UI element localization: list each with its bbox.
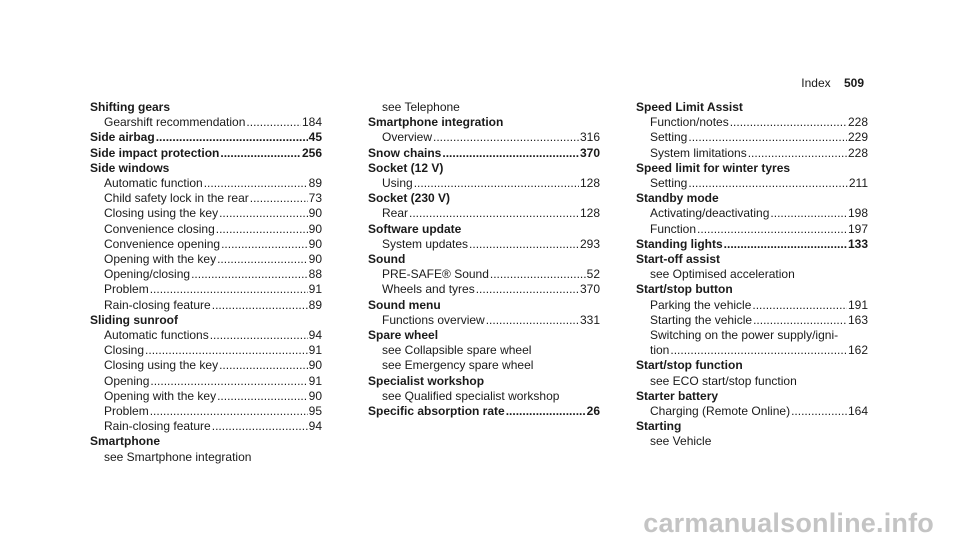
index-subentry — [368, 100, 600, 115]
subentry-text: Opening with the key — [104, 252, 217, 267]
index-term — [368, 222, 600, 237]
page-reference[interactable]: 73 — [308, 191, 322, 206]
term-text: Sound menu — [368, 297, 441, 312]
subentry-text: Gearshift recommendation — [104, 115, 246, 130]
index-column-1 — [90, 100, 322, 465]
term-text: Starter battery — [636, 388, 719, 403]
term-text: Spare wheel — [368, 328, 439, 343]
subentry-text: Closing using the key — [104, 358, 219, 373]
index-subentry — [368, 237, 600, 252]
page-reference[interactable]: 26 — [586, 404, 600, 419]
index-entry — [368, 115, 600, 145]
index-entry — [368, 252, 600, 298]
subentry-text: Function/notes — [650, 115, 729, 130]
subentry-text: Functions overview — [382, 312, 485, 327]
index-term — [636, 191, 868, 206]
index-subentry — [636, 313, 868, 328]
index-term — [368, 374, 600, 389]
index-subentry — [90, 298, 322, 313]
leader-dots — [246, 115, 301, 130]
index-subentry — [636, 404, 868, 419]
subentry-text: see Vehicle — [650, 434, 712, 449]
index-subentry — [368, 282, 600, 297]
index-subentry — [636, 115, 868, 130]
index-column-2 — [368, 100, 600, 419]
index-subentry — [90, 282, 322, 297]
page-reference[interactable]: 45 — [308, 130, 322, 145]
index-term — [636, 252, 868, 267]
index-term — [368, 146, 600, 161]
leader-dots — [442, 146, 579, 161]
page-reference[interactable]: 163 — [847, 312, 868, 327]
leader-dots — [409, 206, 579, 221]
leader-dots — [250, 191, 308, 206]
page-reference[interactable]: 211 — [848, 176, 868, 191]
index-subentry — [90, 450, 322, 465]
page-reference[interactable]: 228 — [847, 145, 868, 160]
leader-dots — [219, 206, 308, 221]
leader-dots — [212, 419, 308, 434]
index-term — [636, 100, 868, 115]
leader-dots — [156, 130, 308, 145]
page-reference[interactable]: 184 — [301, 115, 322, 130]
leader-dots — [670, 343, 847, 358]
term-text: Side airbag — [90, 130, 155, 145]
index-subentry — [90, 191, 322, 206]
index-entry — [636, 358, 868, 388]
leader-dots — [204, 176, 308, 191]
subentry-text: Problem — [104, 404, 149, 419]
index-entry — [368, 100, 600, 115]
index-term — [368, 298, 600, 313]
term-text: Start/stop button — [636, 282, 733, 297]
subentry-text: Switching on the power supply/igni- — [650, 328, 839, 343]
subentry-text: Opening with the key — [104, 388, 217, 403]
term-text: Speed limit for winter tyres — [636, 160, 791, 175]
index-entry — [636, 161, 868, 191]
page-reference[interactable]: 316 — [579, 130, 600, 145]
index-term — [636, 389, 868, 404]
leader-dots — [688, 130, 847, 145]
page-reference[interactable]: 162 — [847, 343, 868, 358]
subentry-text: Using — [382, 176, 413, 191]
subentry-text: Convenience closing — [104, 221, 215, 236]
subentry-text: Rain-closing feature — [104, 297, 211, 312]
index-subentry — [368, 389, 600, 404]
subentry-text: Starting the vehicle — [650, 312, 753, 327]
subentry-text: Function — [650, 221, 697, 236]
leader-dots — [724, 237, 847, 252]
leader-dots — [506, 404, 586, 419]
index-entry — [636, 100, 868, 161]
term-text: Side windows — [90, 160, 170, 175]
page-reference[interactable]: 91 — [308, 282, 322, 297]
index-term — [368, 191, 600, 206]
page-reference[interactable]: 128 — [579, 176, 600, 191]
subentry-text: Charging (Remote Online) — [650, 404, 791, 419]
index-term — [90, 130, 322, 145]
index-subentry — [90, 252, 322, 267]
leader-dots — [150, 282, 308, 297]
leader-dots — [688, 176, 848, 191]
term-text: Socket (12 V) — [368, 160, 444, 175]
index-term — [368, 161, 600, 176]
index-term — [636, 419, 868, 434]
index-subentry — [90, 222, 322, 237]
leader-dots — [145, 343, 308, 358]
subentry-text: Closing — [104, 343, 145, 358]
page-reference[interactable]: 197 — [847, 221, 868, 236]
index-subentry — [90, 237, 322, 252]
index-subentry — [368, 358, 600, 373]
term-text: Sound — [368, 252, 406, 267]
index-subentry — [368, 130, 600, 145]
subentry-text: see Collapsible spare wheel — [382, 343, 532, 358]
page-reference[interactable]: 88 — [308, 267, 322, 282]
index-subentry — [90, 404, 322, 419]
index-subentry — [368, 343, 600, 358]
leader-dots — [791, 404, 847, 419]
subentry-text: Rear — [382, 206, 409, 221]
leader-dots — [490, 267, 586, 282]
leader-dots — [220, 146, 301, 161]
leader-dots — [219, 358, 308, 373]
index-term — [636, 237, 868, 252]
term-text: Sliding sunroof — [90, 312, 178, 327]
index-entry — [368, 404, 600, 419]
subentry-text: Opening/closing — [104, 267, 191, 282]
subentry-text: Convenience opening — [104, 236, 221, 251]
subentry-text: Opening — [104, 373, 150, 388]
leader-dots — [217, 389, 308, 404]
page-reference[interactable]: 229 — [847, 130, 868, 145]
index-term — [368, 115, 600, 130]
index-term — [90, 146, 322, 161]
term-text: Standing lights — [636, 236, 723, 251]
index-entry — [90, 434, 322, 464]
subentry-text: see ECO start/stop function — [650, 373, 797, 388]
subentry-text: System updates — [382, 236, 469, 251]
page-reference[interactable]: 133 — [847, 236, 868, 251]
leader-dots — [748, 146, 847, 161]
page-reference[interactable]: 90 — [308, 388, 322, 403]
index-entry — [636, 419, 868, 449]
index-entry — [368, 146, 600, 161]
page-reference[interactable]: 89 — [308, 297, 322, 312]
index-entry — [90, 313, 322, 435]
page-reference[interactable]: 128 — [579, 206, 600, 221]
page-reference[interactable]: 94 — [308, 419, 322, 434]
term-text: Starting — [636, 419, 682, 434]
term-text: Standby mode — [636, 191, 719, 206]
term-text: Start/stop function — [636, 358, 743, 373]
page-reference[interactable]: 90 — [308, 252, 322, 267]
page-reference[interactable]: 94 — [308, 328, 322, 343]
leader-dots — [752, 298, 847, 313]
index-column-3 — [636, 100, 868, 450]
term-text: Specific absorption rate — [368, 404, 505, 419]
page-reference[interactable]: 90 — [308, 221, 322, 236]
leader-dots — [770, 206, 847, 221]
term-text: Speed Limit Assist — [636, 100, 743, 114]
page-reference[interactable]: 198 — [847, 206, 868, 221]
index-term — [368, 252, 600, 267]
subentry-text: Parking the vehicle — [650, 297, 752, 312]
page-reference[interactable]: 90 — [308, 236, 322, 251]
index-subentry — [636, 130, 868, 145]
section-label: Index — [801, 76, 831, 90]
subentry-text: Setting — [650, 176, 688, 191]
subentry-text: Overview — [382, 130, 433, 145]
index-subentry — [368, 206, 600, 221]
index-entry — [368, 191, 600, 221]
index-entry — [368, 222, 600, 252]
term-text: Socket (230 V) — [368, 191, 451, 206]
leader-dots — [210, 328, 308, 343]
page-reference[interactable]: 89 — [308, 176, 322, 191]
leader-dots — [486, 313, 579, 328]
index-term — [90, 434, 322, 449]
leader-dots — [730, 115, 847, 130]
subentry-text: see Optimised acceleration — [650, 267, 795, 282]
index-entry — [636, 282, 868, 358]
page-reference[interactable]: 91 — [308, 343, 322, 358]
leader-dots — [191, 267, 308, 282]
index-term — [90, 161, 322, 176]
index-subentry — [636, 343, 868, 358]
term-text: Specialist workshop — [368, 373, 485, 388]
subentry-text: see Qualified specialist workshop — [382, 388, 560, 403]
index-entry — [90, 130, 322, 145]
index-entry — [90, 161, 322, 313]
index-entry — [636, 191, 868, 237]
subentry-text: Wheels and tyres — [382, 282, 475, 297]
index-entry — [90, 100, 322, 130]
index-subentry — [90, 328, 322, 343]
term-text: Snow chains — [368, 145, 442, 160]
index-subentry — [636, 146, 868, 161]
page-reference[interactable]: 370 — [579, 282, 600, 297]
index-subentry — [90, 176, 322, 191]
index-term — [90, 313, 322, 328]
index-subentry — [636, 328, 868, 343]
index-subentry — [368, 176, 600, 191]
index-entry — [368, 161, 600, 191]
index-subentry — [368, 313, 600, 328]
index-entry — [368, 374, 600, 404]
index-entry — [90, 146, 322, 161]
term-text: Smartphone — [90, 434, 161, 449]
subentry-text: see Emergency spare wheel — [382, 358, 534, 373]
index-term — [636, 161, 868, 176]
page-reference[interactable]: 91 — [308, 373, 322, 388]
subentry-text: Automatic function — [104, 176, 203, 191]
page-reference[interactable]: 256 — [301, 145, 322, 160]
subentry-text: PRE-SAFE® Sound — [382, 267, 489, 282]
subentry-text: Setting — [650, 130, 688, 145]
page-reference[interactable]: 95 — [308, 404, 322, 419]
leader-dots — [469, 237, 579, 252]
index-term — [368, 404, 600, 419]
index-entry — [636, 389, 868, 419]
subentry-text: see Telephone — [382, 100, 460, 114]
leader-dots — [216, 222, 308, 237]
index-subentry — [636, 374, 868, 389]
leader-dots — [414, 176, 579, 191]
subentry-text: Problem — [104, 282, 149, 297]
leader-dots — [217, 252, 308, 267]
page-number: 509 — [843, 76, 864, 90]
index-subentry — [636, 176, 868, 191]
index-entry — [636, 252, 868, 282]
leader-dots — [150, 404, 308, 419]
subentry-text: see Smartphone integration — [104, 449, 252, 464]
index-subentry — [368, 267, 600, 282]
leader-dots — [212, 298, 308, 313]
term-text: Smartphone integration — [368, 115, 504, 130]
term-text: Side impact protection — [90, 145, 220, 160]
term-text: Shifting gears — [90, 100, 171, 114]
leader-dots — [150, 374, 307, 389]
index-subentry — [90, 389, 322, 404]
index-term — [368, 328, 600, 343]
index-entry — [368, 328, 600, 374]
leader-dots — [753, 313, 847, 328]
index-subentry — [636, 267, 868, 282]
index-subentry — [90, 374, 322, 389]
leader-dots — [221, 237, 308, 252]
index-subentry — [90, 419, 322, 434]
subentry-text: Child safety lock in the rear — [104, 191, 249, 206]
index-subentry — [90, 206, 322, 221]
term-text: Start-off assist — [636, 252, 721, 267]
subentry-text: Automatic functions — [104, 328, 209, 343]
page-reference[interactable]: 331 — [579, 312, 600, 327]
subentry-text: Activating/deactivating — [650, 206, 770, 221]
page-header — [801, 76, 864, 91]
index-subentry — [636, 206, 868, 221]
page-reference[interactable]: 370 — [579, 145, 600, 160]
index-subentry — [90, 343, 322, 358]
index-subentry — [636, 222, 868, 237]
index-term — [636, 358, 868, 373]
page-reference[interactable]: 191 — [847, 297, 868, 312]
leader-dots — [433, 130, 579, 145]
leader-dots — [697, 222, 847, 237]
index-subentry — [636, 298, 868, 313]
leader-dots — [476, 282, 579, 297]
index-subentry — [90, 358, 322, 373]
page-reference[interactable]: 90 — [308, 358, 322, 373]
page-reference[interactable]: 90 — [308, 206, 322, 221]
subentry-text: Closing using the key — [104, 206, 219, 221]
subentry-text: tion — [650, 343, 670, 358]
index-entry — [636, 237, 868, 252]
page-reference[interactable]: 293 — [579, 236, 600, 251]
index-subentry — [90, 267, 322, 282]
page-reference[interactable]: 164 — [847, 404, 868, 419]
index-entry — [368, 298, 600, 328]
page-reference[interactable]: 52 — [586, 267, 600, 282]
index-term — [636, 282, 868, 297]
index-term — [90, 100, 322, 115]
watermark: carmanualsonline.info — [643, 507, 934, 538]
subentry-text: Rain-closing feature — [104, 419, 211, 434]
page-reference[interactable]: 228 — [847, 115, 868, 130]
term-text: Software update — [368, 221, 462, 236]
index-subentry — [90, 115, 322, 130]
subentry-text: System limitations — [650, 145, 747, 160]
index-subentry — [636, 434, 868, 449]
